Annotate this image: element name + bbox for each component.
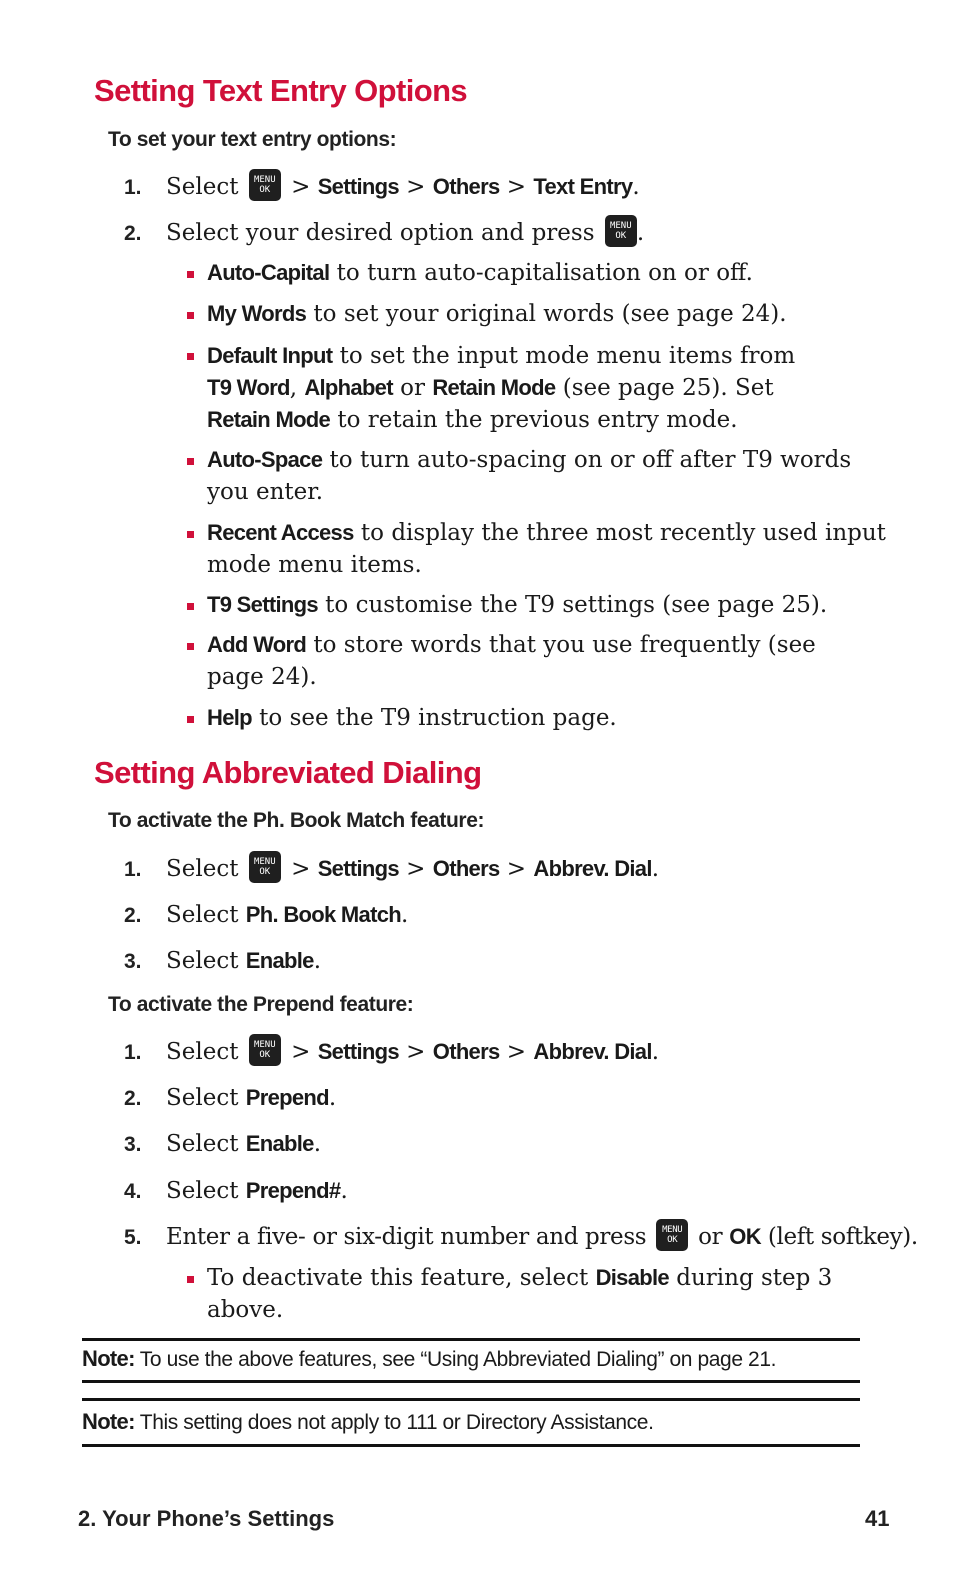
deactivate-tip: To deactivate this feature, select Disable during step 3 xyxy=(207,1265,833,1291)
note-divider xyxy=(82,1444,860,1447)
step-number: 2. xyxy=(124,1087,142,1110)
prepend-step-5-text: Enter a five- or six-digit number and press MENU OK or OK (left softkey). xyxy=(166,1221,918,1254)
step-number: 4. xyxy=(124,1180,142,1203)
step-number: 1. xyxy=(124,176,142,199)
menu-ok-key-icon: MENU OK xyxy=(249,851,281,883)
option-default-input-line-3: Retain Mode to retain the previous entry mode. xyxy=(207,407,738,433)
menu-ok-key-icon: MENU OK xyxy=(249,169,281,201)
bullet-icon xyxy=(187,1276,194,1283)
bullet-icon xyxy=(187,531,194,538)
option-auto-space: Auto-Space to turn auto-spacing on or off after T9 words xyxy=(207,447,852,473)
prepend-intro: To activate the Prepend feature: xyxy=(108,993,414,1016)
note-abbreviated-dialing: Note: To use the above features, see “Using Abbreviated Dialing” on page 21. xyxy=(82,1346,777,1371)
deactivate-tip-line-2: above. xyxy=(207,1297,284,1323)
prepend-step-3-text: Select Enable. xyxy=(166,1131,322,1157)
bullet-icon xyxy=(187,603,194,610)
step-number: 5. xyxy=(124,1226,142,1249)
bullet-icon xyxy=(187,312,194,319)
step-1-text: Select MENU OK > Settings > Others > Text Entry. xyxy=(166,171,640,204)
step-number: 1. xyxy=(124,858,142,881)
note-directory-assistance: Note: This setting does not apply to 111 or Directory Assistance. xyxy=(82,1409,654,1434)
option-my-words: My Words to set your original words (see page 24). xyxy=(207,301,787,327)
step-2-text: Select your desired option and press MENU OK . xyxy=(166,217,644,250)
note-divider xyxy=(82,1338,860,1341)
instructions-intro: To set your text entry options: xyxy=(108,128,397,151)
menu-ok-key-icon: MENU OK xyxy=(249,1034,281,1066)
section-title-text-entry: Setting Text Entry Options xyxy=(94,73,468,108)
option-auto-space-line-2: you enter. xyxy=(207,479,324,505)
page-number: 41 xyxy=(865,1506,890,1531)
pbm-step-3-text: Select Enable. xyxy=(166,948,322,974)
prepend-step-1-text: Select MENU OK > Settings > Others > Abbrev. Dial. xyxy=(166,1036,659,1069)
option-default-input-line-2: T9 Word, Alphabet or Retain Mode (see page 25). Set xyxy=(207,375,774,401)
option-recent-access-line-2: mode menu items. xyxy=(207,552,422,578)
bullet-icon xyxy=(187,458,194,465)
step-number: 3. xyxy=(124,950,142,973)
note-divider xyxy=(82,1398,860,1401)
option-add-word: Add Word to store words that you use frequently (see xyxy=(207,632,816,658)
option-auto-capital: Auto-Capital to turn auto-capitalisation on or off. xyxy=(207,260,753,286)
option-recent-access: Recent Access to display the three most recently used input xyxy=(207,520,886,546)
option-add-word-line-2: page 24). xyxy=(207,664,317,690)
option-help: Help to see the T9 instruction page. xyxy=(207,705,617,731)
bullet-icon xyxy=(187,643,194,650)
bullet-icon xyxy=(187,716,194,723)
step-number: 2. xyxy=(124,222,142,245)
pbm-step-2-text: Select Ph. Book Match. xyxy=(166,902,409,928)
option-default-input: Default Input to set the input mode menu items from xyxy=(207,343,796,369)
note-divider xyxy=(82,1380,860,1383)
menu-ok-key-icon: MENU OK xyxy=(656,1219,688,1251)
footer-section-title: 2. Your Phone’s Settings xyxy=(78,1506,335,1531)
step-number: 3. xyxy=(124,1133,142,1156)
prepend-step-2-text: Select Prepend. xyxy=(166,1085,337,1111)
option-t9-settings: T9 Settings to customise the T9 settings (see page 25). xyxy=(207,592,828,618)
bullet-icon xyxy=(187,353,194,360)
prepend-step-4-text: Select Prepend#. xyxy=(166,1178,348,1204)
pbm-step-1-text: Select MENU OK > Settings > Others > Abbrev. Dial. xyxy=(166,853,659,886)
section-title-abbreviated-dialing: Setting Abbreviated Dialing xyxy=(94,755,482,790)
bullet-icon xyxy=(187,271,194,278)
step-number: 2. xyxy=(124,904,142,927)
menu-ok-key-icon: MENU OK xyxy=(605,215,637,247)
step-number: 1. xyxy=(124,1041,142,1064)
ph-book-match-intro: To activate the Ph. Book Match feature: xyxy=(108,809,485,832)
